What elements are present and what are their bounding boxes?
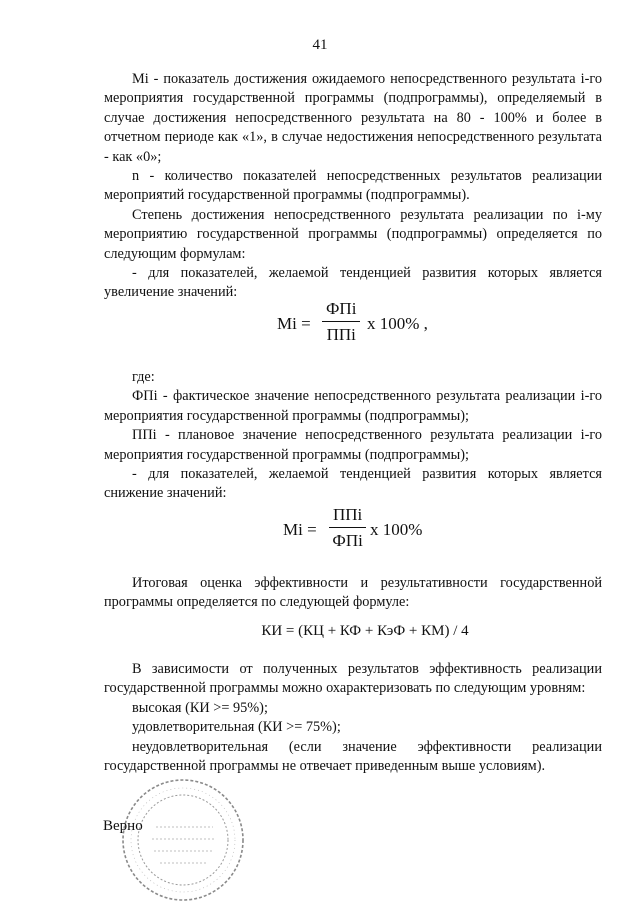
formula-denominator: ФПi — [332, 531, 363, 550]
certification-mark: Верно — [103, 818, 143, 834]
text-block-middle — [104, 368, 602, 504]
paragraph-final-estimate: Итоговая оценка эффективности и результативности государственной программы определяется по следующей формуле: — [104, 575, 602, 611]
page-number: 41 — [312, 37, 328, 53]
formula-increase — [277, 296, 477, 356]
formula-multiplier: x 100% — [370, 520, 423, 539]
formula-numerator: ФПi — [322, 299, 360, 322]
paragraph-degree: Степень достижения непосредственного результата реализации по i-му мероприятию государственной программы (подпрограммы) определяется по следующим формулам: — [104, 206, 602, 262]
paragraph-mi-definition: Mi - показатель достижения ожидаемого непосредственного результата i-го мероприятия государственной программы (подпрограммы), определяемый в случае достижения непосредственного результата на 80 - 100% и более в отчетном периоде как «1», в случае недостижения непосредственного результата - как «0»; — [104, 71, 602, 165]
paragraph-n-definition: n - количество показателей непосредственных результатов реализации мероприятий государственной программы (подпрограммы). — [104, 168, 602, 204]
formula-ki: КИ = (КЦ + КФ + КэФ + КМ) / 4 — [261, 623, 469, 639]
text-block-top — [104, 70, 602, 303]
paragraph-where: где: — [132, 369, 155, 385]
formula-lhs: Mi = — [277, 314, 311, 333]
paragraph-decrease: - для показателей, желаемой тенденцией развития которых является снижение значений: — [104, 466, 602, 502]
text-block-levels — [104, 660, 602, 776]
paragraph-fpi: ФПi - фактическое значение непосредственного результата реализации i-го мероприятия государственной программы (подпрограммы); — [104, 388, 602, 424]
level-unsatisfactory: неудовлетворительная (если значение эффективности реализации государственной программы не отвечает приведенным выше условиям). — [104, 738, 602, 775]
paragraph-ppi: ППi - плановое значение непосредственного результата реализации i-го мероприятия государственной программы (подпрограммы); — [104, 427, 602, 463]
formula-numerator: ППi — [329, 505, 366, 528]
formula-fraction — [329, 505, 366, 551]
paragraph-increase: - для показателей, желаемой тенденцией развития которых является увеличение значений: — [104, 265, 602, 301]
paragraph-levels: В зависимости от полученных результатов эффективность реализации государственной программы можно охарактеризовать по следующим уровням: — [104, 661, 602, 697]
formula-decrease — [283, 502, 483, 562]
formula-lhs: Mi = — [283, 520, 317, 539]
text-block-final-estimate — [104, 574, 602, 613]
formula-denominator: ППi — [326, 325, 356, 344]
formula-multiplier: x 100% , — [367, 314, 428, 333]
formula-fraction — [322, 299, 360, 345]
level-high: высокая (КИ >= 95%); — [132, 699, 268, 716]
round-stamp — [118, 775, 248, 905]
level-satisfactory: удовлетворительная (КИ >= 75%); — [132, 719, 341, 736]
